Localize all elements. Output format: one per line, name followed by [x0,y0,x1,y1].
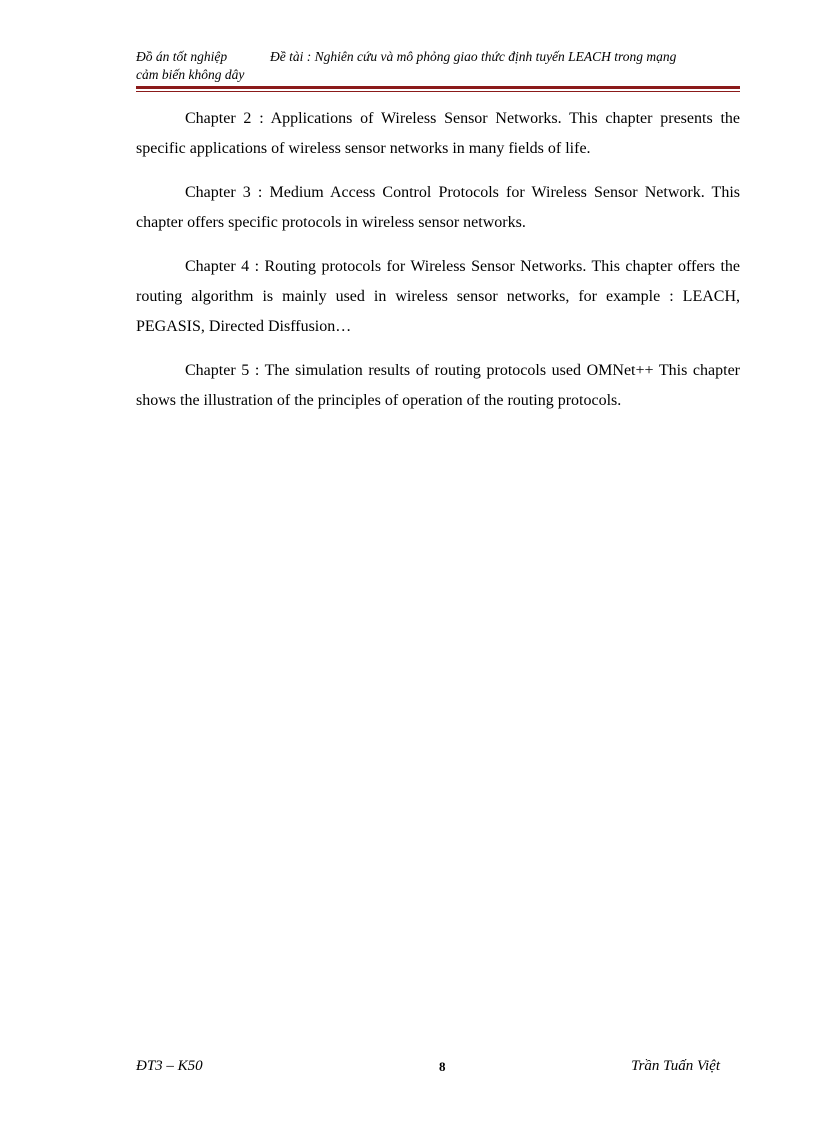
header-topic-title: Đề tài : Nghiên cứu và mô phỏng giao thức định tuyến LEACH trong mạng [270,49,677,64]
footer-class-code: ĐT3 – K50 [136,1058,203,1074]
header-divider-thick [136,86,740,89]
paragraph-chapter-4: Chapter 4 : Routing protocols for Wireless Sensor Networks. This chapter offers the routing algorithm is mainly used in wireless sensor networks, for example : LEACH, PEGASIS, Directed Disffusion… [136,258,740,335]
header-topic-title-continued: cảm biến không dây [136,67,245,82]
page-footer [136,1058,740,1078]
page-number: 8 [439,1059,446,1074]
paragraph-chapter-2: Chapter 2 : Applications of Wireless Sensor Networks. This chapter presents the specific applications of wireless sensor networks in many fields of life. [136,110,740,157]
header-divider-thin [136,91,740,92]
document-body [136,104,740,430]
header-thesis-label: Đồ án tốt nghiệp [136,49,228,64]
paragraph-chapter-5: Chapter 5 : The simulation results of routing protocols used OMNet++ This chapter shows the illustration of the principles of operation of the routing protocols. [136,362,740,409]
paragraph-chapter-3: Chapter 3 : Medium Access Control Protocols for Wireless Sensor Network. This chapter offers specific protocols in wireless sensor networks. [136,184,740,231]
footer-author: Trần Tuấn Việt [631,1058,720,1074]
